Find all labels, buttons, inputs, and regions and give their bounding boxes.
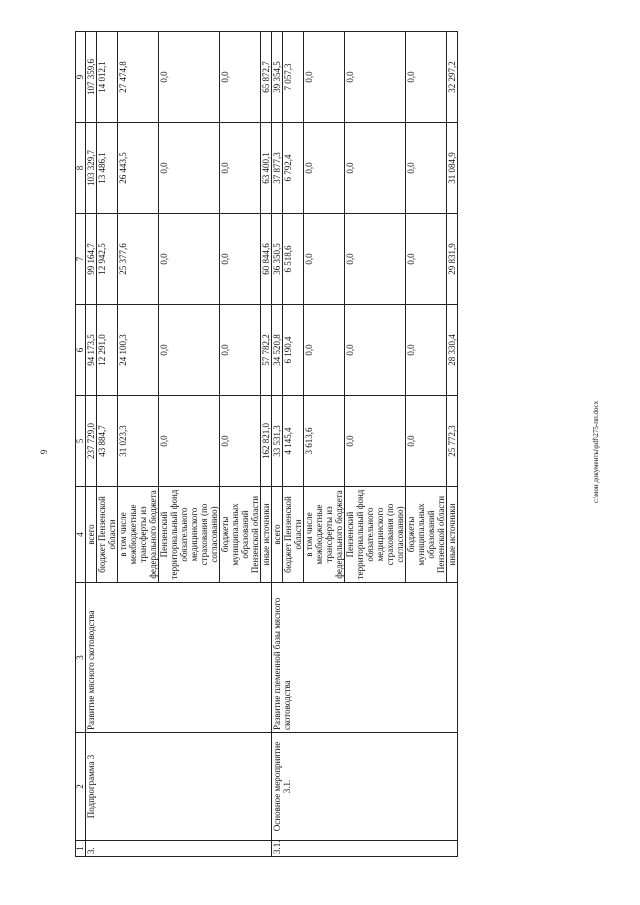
funding-source: бюджет Пензенской области bbox=[283, 487, 304, 583]
value-cell: 237 729,0 bbox=[86, 396, 97, 487]
value-cell: 103 329,7 bbox=[86, 123, 97, 214]
value-cell: 0,0 bbox=[345, 214, 406, 305]
value-cell: 26 443,5 bbox=[118, 123, 159, 214]
value-cell: 27 474,8 bbox=[118, 32, 159, 123]
value-cell: 3 613,6 bbox=[304, 396, 345, 487]
value-cell: 25 377,6 bbox=[118, 214, 159, 305]
value-cell: 6 518,6 bbox=[283, 214, 304, 305]
value-cell: 0,0 bbox=[345, 32, 406, 123]
value-cell: 32 297,2 bbox=[447, 32, 458, 123]
section-name: Основное мероприятие 3.1. bbox=[272, 733, 458, 841]
funding-source: иные источники bbox=[261, 487, 272, 583]
col-header: 5 bbox=[76, 396, 86, 487]
value-cell: 0,0 bbox=[220, 396, 261, 487]
value-cell: 0,0 bbox=[406, 305, 447, 396]
value-cell: 28 330,4 bbox=[447, 305, 458, 396]
funding-source: бюджет Пензенской области bbox=[97, 487, 118, 583]
value-cell: 0,0 bbox=[220, 123, 261, 214]
value-cell: 31 084,9 bbox=[447, 123, 458, 214]
value-cell: 6 190,4 bbox=[283, 305, 304, 396]
value-cell: 63 400,1 bbox=[261, 123, 272, 214]
value-cell: 0,0 bbox=[220, 305, 261, 396]
value-cell: 0,0 bbox=[159, 32, 220, 123]
value-cell: 0,0 bbox=[304, 32, 345, 123]
value-cell: 13 486,1 bbox=[97, 123, 118, 214]
file-path-footer: c:\мои документы\pdf\275-пп.docx bbox=[592, 400, 600, 504]
value-cell: 6 792,4 bbox=[283, 123, 304, 214]
section-description: Развитие мясного скотоводства bbox=[86, 583, 272, 733]
value-cell: 7 057,3 bbox=[283, 32, 304, 123]
funding-source: в том числе межбюджетные трансферты из федерального бюджета bbox=[118, 487, 159, 583]
col-header: 9 bbox=[76, 32, 86, 123]
value-cell: 24 100,3 bbox=[118, 305, 159, 396]
value-cell: 0,0 bbox=[345, 396, 406, 487]
value-cell: 0,0 bbox=[304, 123, 345, 214]
value-cell: 4 145,4 bbox=[283, 396, 304, 487]
value-cell: 0,0 bbox=[220, 214, 261, 305]
table-row bbox=[272, 32, 283, 857]
value-cell: 0,0 bbox=[220, 32, 261, 123]
section-number: 3. bbox=[86, 841, 272, 857]
value-cell: 0,0 bbox=[304, 305, 345, 396]
value-cell: 12 942,5 bbox=[97, 214, 118, 305]
value-cell: 0,0 bbox=[345, 305, 406, 396]
value-cell: 0,0 bbox=[406, 214, 447, 305]
funding-source: бюджеты муниципальных образований Пензенской области bbox=[406, 487, 447, 583]
value-cell: 57 782,2 bbox=[261, 305, 272, 396]
col-header: 2 bbox=[76, 733, 86, 841]
funding-source: в том числе межбюджетные трансферты из федерального бюджета bbox=[304, 487, 345, 583]
value-cell: 31 023,3 bbox=[118, 396, 159, 487]
col-header: 8 bbox=[76, 123, 86, 214]
funding-source: Пензенский территориальный фонд обязательного медицинского страхования (по согласованию) bbox=[345, 487, 406, 583]
value-cell: 0,0 bbox=[159, 305, 220, 396]
value-cell: 60 844,6 bbox=[261, 214, 272, 305]
col-header: 4 bbox=[76, 487, 86, 583]
col-header: 7 bbox=[76, 214, 86, 305]
value-cell: 0,0 bbox=[345, 123, 406, 214]
value-cell: 107 359,6 bbox=[86, 32, 97, 123]
value-cell: 14 012,1 bbox=[97, 32, 118, 123]
value-cell: 0,0 bbox=[304, 214, 345, 305]
value-cell: 0,0 bbox=[406, 123, 447, 214]
value-cell: 43 884,7 bbox=[97, 396, 118, 487]
value-cell: 162 821,0 bbox=[261, 396, 272, 487]
section-name: Подпрограмма 3 bbox=[86, 733, 272, 841]
header-row bbox=[76, 32, 86, 857]
value-cell: 0,0 bbox=[406, 396, 447, 487]
value-cell: 0,0 bbox=[159, 123, 220, 214]
value-cell: 99 164,7 bbox=[86, 214, 97, 305]
table-row bbox=[86, 32, 97, 857]
section-description: Развитие племенной базы мясного скотоводства bbox=[272, 583, 458, 733]
value-cell: 94 173,5 bbox=[86, 305, 97, 396]
value-cell: 0,0 bbox=[406, 32, 447, 123]
funding-source: иные источники bbox=[447, 487, 458, 583]
value-cell: 33 531,3 bbox=[272, 396, 283, 487]
value-cell: 12 291,0 bbox=[97, 305, 118, 396]
value-cell: 25 772,3 bbox=[447, 396, 458, 487]
value-cell: 39 354,5 bbox=[272, 32, 283, 123]
col-header: 3 bbox=[76, 583, 86, 733]
col-header: 1 bbox=[76, 841, 86, 857]
funding-source: Пензенский территориальный фонд обязательного медицинского страхования (по согласованию) bbox=[159, 487, 220, 583]
section-number: 3.1. bbox=[272, 841, 458, 857]
value-cell: 0,0 bbox=[159, 214, 220, 305]
value-cell: 29 831,9 bbox=[447, 214, 458, 305]
value-cell: 36 350,5 bbox=[272, 214, 283, 305]
funding-source: бюджеты муниципальных образований Пензенской области bbox=[220, 487, 261, 583]
page-number: 9 bbox=[39, 449, 49, 455]
funding-source: всего bbox=[86, 487, 97, 583]
value-cell: 65 872,7 bbox=[261, 32, 272, 123]
value-cell: 0,0 bbox=[159, 396, 220, 487]
value-cell: 37 877,3 bbox=[272, 123, 283, 214]
rotated-table-container bbox=[75, 32, 585, 857]
col-header: 6 bbox=[76, 305, 86, 396]
funding-source: всего bbox=[272, 487, 283, 583]
budget-table bbox=[75, 31, 458, 857]
value-cell: 34 520,8 bbox=[272, 305, 283, 396]
